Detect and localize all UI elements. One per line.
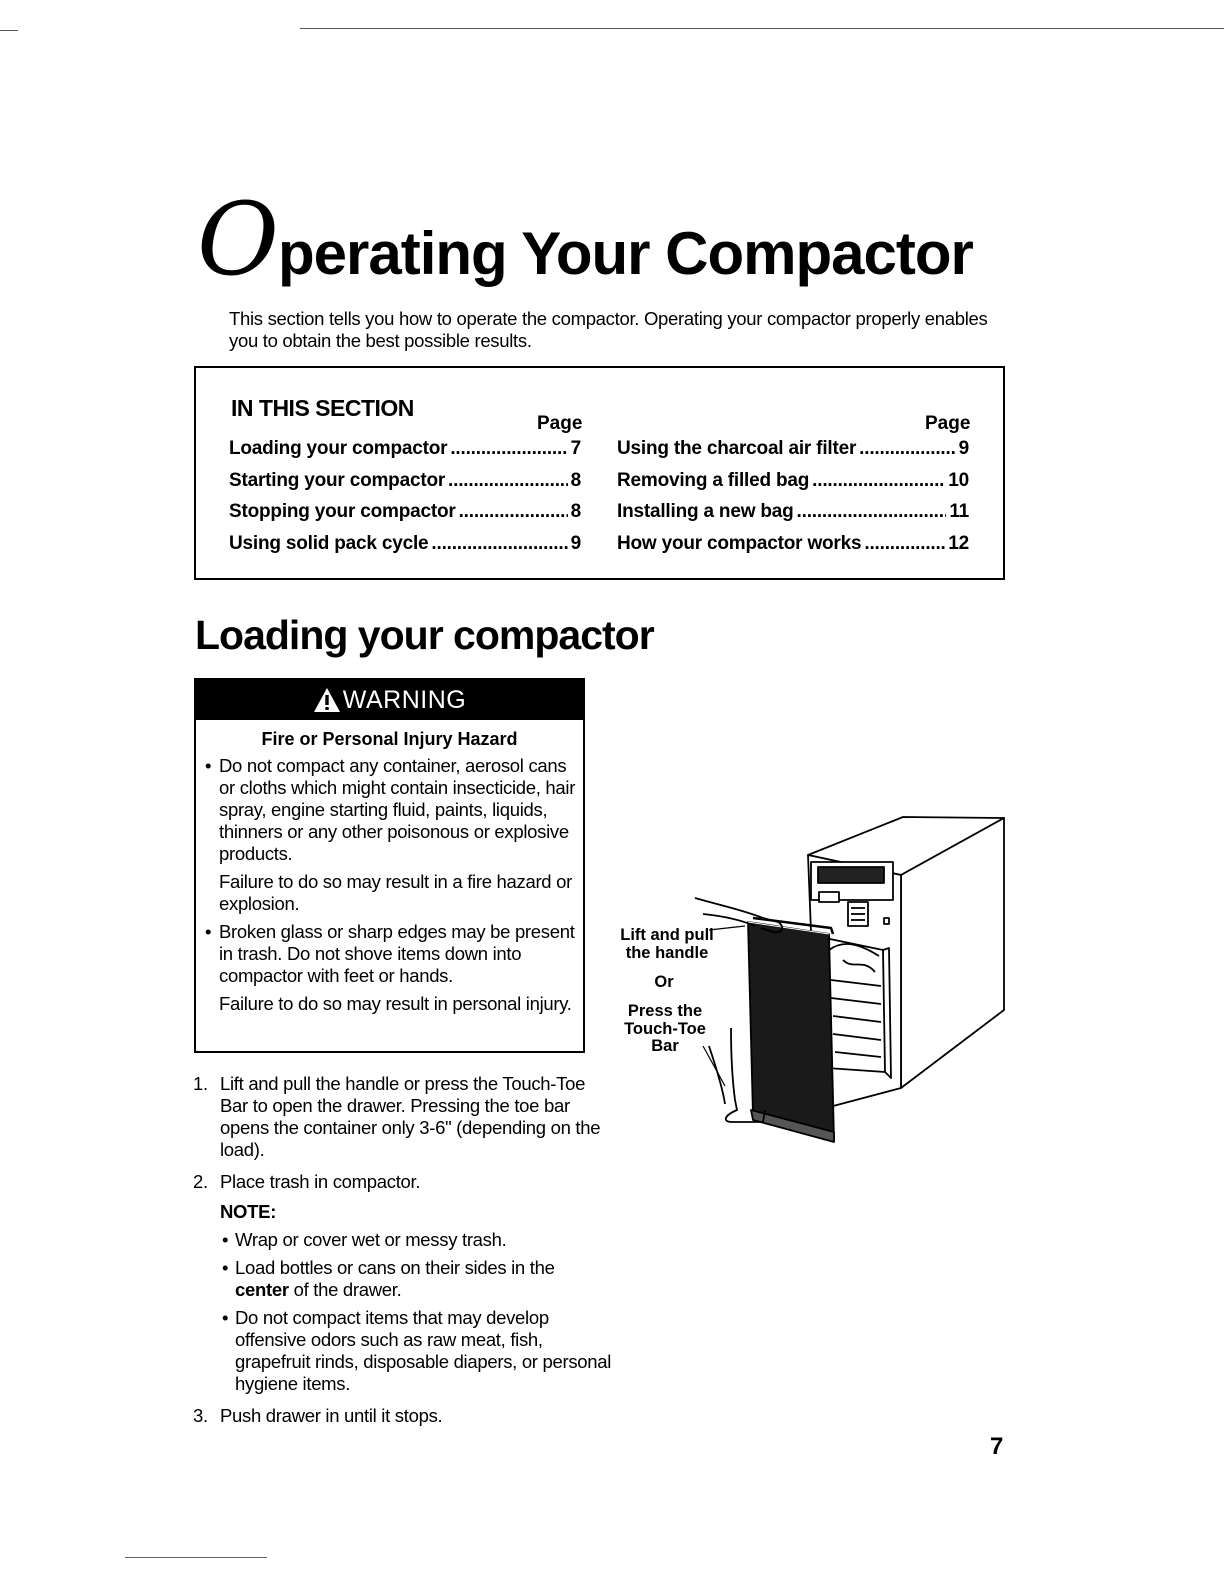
toc-entry[interactable] [229, 533, 581, 565]
toc-entry-page: 10 [948, 469, 969, 491]
section-title: Loading your compactor [195, 612, 654, 658]
bullet: • [205, 755, 212, 776]
toc-leader-dots [448, 470, 568, 492]
toc-leader-dots [459, 501, 568, 523]
callout-line: the handle [625, 943, 709, 962]
note-item-text: Load bottles or cans on their sides in the [235, 1257, 555, 1278]
toc-entry-label: Removing a filled bag [617, 469, 810, 491]
step-text: Lift and pull the handle or press the Touch-Toe Bar to open the drawer. Pressing the toe bar opens the container only 3-6" (depending on the load). [220, 1073, 601, 1160]
toc-leader-dots [812, 470, 945, 492]
note-list [220, 1229, 613, 1395]
toc-entry-label: Using the charcoal air filter [617, 438, 857, 459]
scan-edge-line [300, 28, 1224, 29]
loading-steps [193, 1073, 613, 1437]
callout-or: Or [654, 973, 674, 991]
note-item-text: of the drawer. [288, 1279, 402, 1300]
bullet: • [222, 1257, 229, 1278]
bullet: • [205, 921, 212, 942]
toc-page-label-right: Page [925, 413, 971, 434]
toc-entry[interactable] [229, 501, 581, 533]
warning-item-text: Do not compact any container, aerosol cans or cloths which might contain insecticide, hair spray, engine starting fluid, paints, liquids, thinners or any other poisonous or explosive products. [219, 755, 576, 864]
note-item [220, 1307, 613, 1395]
callout-line: Bar [651, 1037, 679, 1055]
warning-item-consequence: Failure to do so may result in personal injury. [219, 993, 572, 1014]
toc-leader-dots [431, 533, 567, 555]
step-text: Push drawer in until it stops. [220, 1405, 443, 1426]
toc-entry-label: Installing a new bag [617, 501, 794, 522]
warning-body [196, 755, 583, 1015]
note-item [220, 1229, 613, 1251]
toc-entry-page: 11 [949, 501, 969, 522]
toc-leader-dots [859, 438, 955, 460]
toc-right-column [617, 438, 969, 564]
note-item-text: Wrap or cover wet or messy trash. [235, 1229, 507, 1250]
compactor-illustration [613, 810, 1013, 1150]
callout-handle [615, 927, 719, 962]
callout-line: Lift and pull [620, 926, 714, 944]
warning-item-consequence: Failure to do so may result in a fire hazard or explosion. [219, 871, 572, 914]
scan-edge-line [0, 30, 18, 31]
toc-entry-label: Using solid pack cycle [229, 532, 429, 554]
page-title [197, 181, 973, 298]
toc-entry-page: 7 [570, 438, 581, 459]
scan-edge-line [125, 1557, 267, 1558]
step-item [193, 1171, 613, 1395]
step-text: Place trash in compactor. [220, 1171, 421, 1192]
step-number: 2. [193, 1171, 208, 1192]
toc-leader-dots [797, 501, 947, 523]
toc-entry-page: 9 [958, 438, 969, 459]
warning-item [196, 921, 577, 1015]
title-initial: O [197, 181, 278, 298]
in-this-section-box [194, 366, 1005, 580]
toc-entry[interactable] [617, 501, 969, 533]
toc-entry-page: 8 [570, 469, 581, 491]
bullet: • [222, 1307, 229, 1328]
step-number: 1. [193, 1073, 208, 1094]
toc-entry[interactable] [229, 438, 581, 470]
step-item [193, 1405, 613, 1427]
toc-entry-label: Stopping your compactor [229, 501, 456, 522]
toc-entry-page: 8 [570, 501, 581, 522]
note-item [220, 1257, 613, 1301]
warning-item-text: Broken glass or sharp edges may be present in trash. Do not shove items down into compactor with feet or hands. [219, 921, 575, 986]
bullet: • [222, 1229, 229, 1250]
toc-entry-label: How your compactor works [617, 532, 862, 554]
callout-line: Press the [627, 1002, 703, 1020]
warning-header [196, 680, 583, 720]
intro-paragraph: This section tells you how to operate the compactor. Operating your compactor properly enables you to obtain the best possible results. [229, 308, 988, 351]
toc-entry[interactable] [229, 470, 581, 502]
page-number: 7 [990, 1433, 1004, 1460]
toc-entry-page: 12 [948, 532, 969, 554]
toc-heading: IN THIS SECTION [231, 395, 414, 421]
toc-entry[interactable] [617, 533, 969, 565]
note-label: NOTE: [220, 1201, 277, 1222]
toc-entry-label: Starting your compactor [229, 469, 446, 491]
note-item-text: Do not compact items that may develop offensive odors such as raw meat, fish, grapefruit rinds, disposable diapers, or personal hygiene items. [235, 1307, 612, 1394]
title-rest: perating Your Compactor [277, 220, 973, 287]
toc-leader-dots [450, 438, 567, 460]
note-item-emphasis: center [235, 1279, 289, 1300]
warning-header-text: WARNING [342, 685, 467, 714]
warning-item [196, 755, 577, 915]
toc-entry-label: Loading your compactor [229, 438, 448, 459]
toc-entry-page: 9 [570, 532, 581, 554]
toc-page-label-left: Page [537, 413, 583, 434]
toc-leader-dots [864, 533, 945, 555]
step-number: 3. [193, 1405, 208, 1426]
warning-box [194, 678, 585, 1053]
toc-entry[interactable] [617, 438, 969, 470]
toc-left-column [229, 438, 581, 564]
callout-line: Touch-Toe [624, 1019, 706, 1038]
callout-toe-bar [615, 1003, 715, 1056]
warning-triangle-icon [313, 687, 341, 713]
step-item [193, 1073, 613, 1161]
warning-subtitle: Fire or Personal Injury Hazard [261, 729, 518, 749]
toc-entry[interactable] [617, 470, 969, 502]
